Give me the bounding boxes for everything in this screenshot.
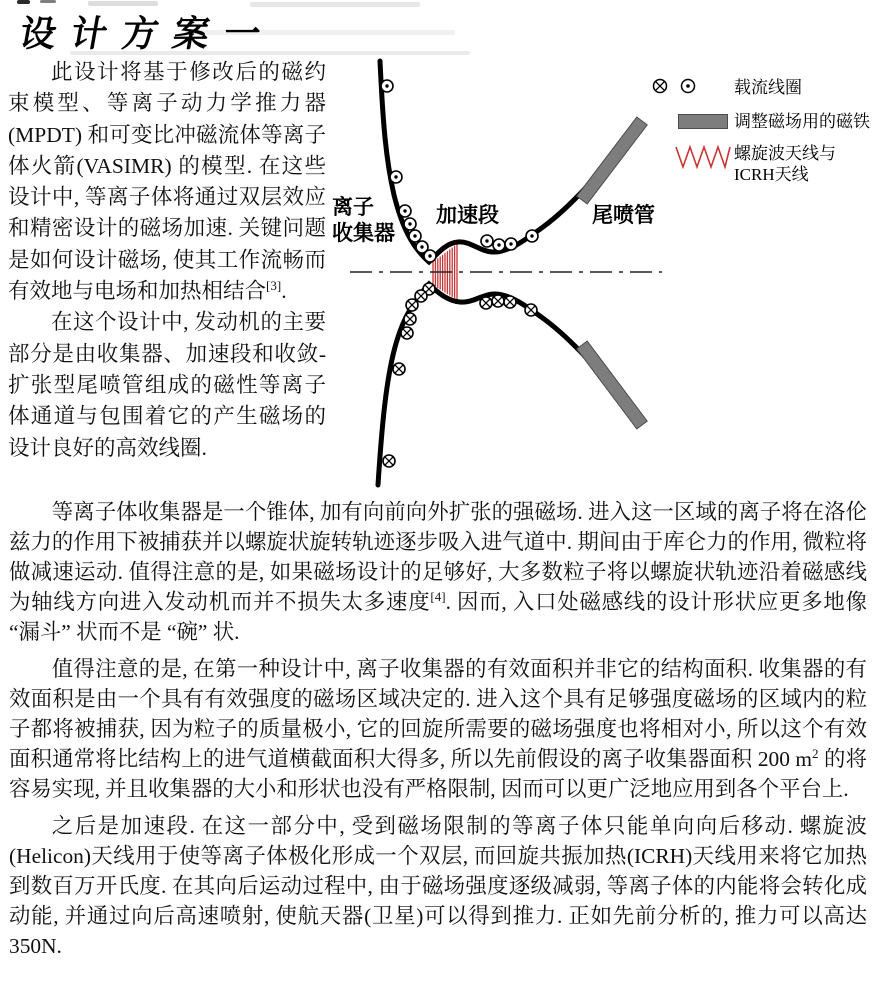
thruster-figure [330,55,876,495]
body-text [9,497,867,968]
left-text-column [8,57,326,464]
paragraph: 之后是加速段. 在这一部分中, 受到磁场限制的等离子体只能单向向后移动. 螺旋波(Helicon)天线用于使等离子体极化形成一个双层, 而回旋共振加热(ICRH)天线用来将它加热到数百万开氏度. 在其向后运动过程中, 由于磁场强度逐级减弱, 等离子体的内能将会转化成动能, 并通过向后高速喷射, 使航天器(卫星)可以得到推力. 正如先前分析的, 推力可以高达 350N. [9,814,867,958]
scan-artifact [40,0,56,3]
legend-row-magnet [648,111,870,132]
magnet-bar-icon [648,111,734,129]
label-nozzle: 尾喷管 [592,204,655,227]
section-title: 设计方案一 [16,13,279,54]
legend-magnet-label: 调整磁场用的磁铁 [734,112,870,131]
paragraph: 在这个设计中, 发动机的主要部分是由收集器、加速段和收敛-扩张型尾喷管组成的磁性等离子体通道与包围着它的产生磁场的设计良好的高效线圈. [8,310,326,460]
upper-magnet-bar [577,117,647,204]
lower-magnet-bar [577,341,647,429]
paragraph: 此设计将基于修改后的磁约束模型、等离子动力学推力器(MPDT) 和可变比冲磁流体等离子体火箭(VASIMR) 的模型. 在这些设计中, 等离子体将通过双层效应和精密设计的磁场加速. 关键问题是如何设计磁场, 使其工作流畅而有效地与电场和加热相结合[3]. [8,60,326,304]
current-coils [381,80,538,467]
legend-row-coil [648,77,802,98]
legend-coil-label: 载流线圈 [734,78,802,97]
label-ion-collector: 离子 收集器 [332,196,395,245]
paragraph: 等离子体收集器是一个锥体, 加有向前向外扩张的强磁场. 进入这一区域的离子将在洛伦兹力的作用下被捕获并以螺旋状旋转轨迹逐步吸入进气道中. 期间由于库仑力的作用, 微粒将做减速运动. 值得注意的是, 如果磁场设计的足够好, 大多数粒子将以螺旋状轨迹沿着磁感线为轴线方向进入发动机而并不损失太多速度[4]. 因而, 入口处磁感线的设计形状应更多地像 “漏斗” 状而不是 “碗” 状. [9,500,867,644]
label-acceleration-section: 加速段 [436,204,499,227]
legend-antenna-label: 螺旋波天线与 ICRH天线 [734,144,836,184]
legend-row-antenna [648,143,836,185]
scan-artifact [17,0,30,4]
paragraph: 值得注意的是, 在第一种设计中, 离子收集器的有效面积并非它的结构面积. 收集器的有效面积是由一个具有有效强度的磁场区域决定的. 进入这个具有足够强度磁场的区域内的粒子都将被捕获, 因为粒子的质量极小, 它的回旋所需要的磁场强度也将相对小, 所以这个有效面积通常将比结构上的进气道横截面积大得多, 所以先前假设的离子收集器面积 200 $m^2$ 的将容易实现, 并且收集器的大小和形状也没有严格限制, 因而可以更广泛地应用到各个平台上. [9,657,867,801]
lower-channel-wall [378,284,642,485]
